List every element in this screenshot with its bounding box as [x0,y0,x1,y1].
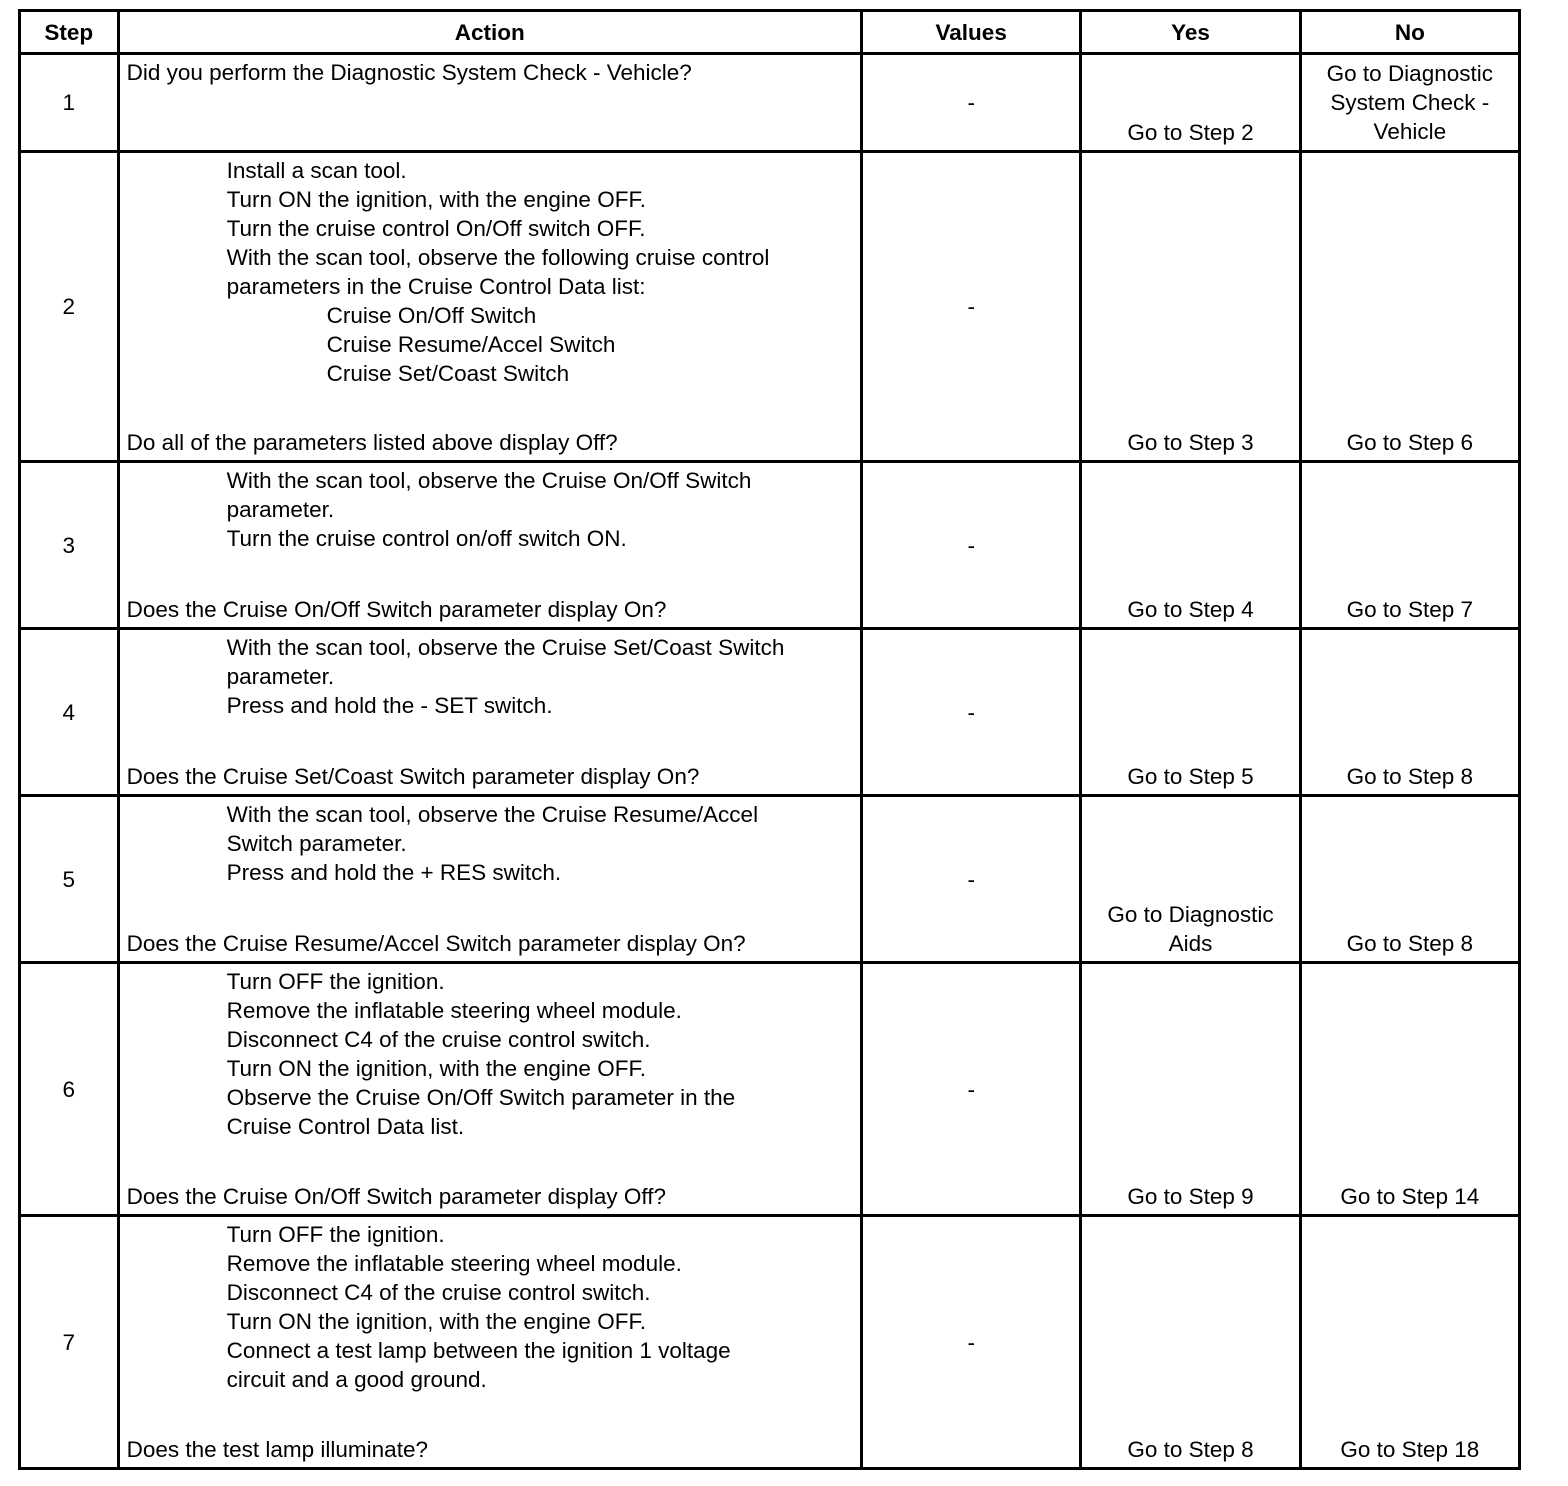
instruction-line: Turn ON the ignition, with the engine OFF. [226,1056,646,1081]
yes-line: Go to Diagnostic [1107,902,1274,927]
action-spacer [127,1394,852,1435]
action-cell [118,963,861,1216]
instruction-line: Turn OFF the ignition. [226,1222,445,1247]
action-cell [118,629,861,796]
no-cell [1300,152,1519,462]
instruction-line: parameters in the Cruise Control Data list: [226,274,646,299]
instruction-line: circuit and a good ground. [226,1367,487,1392]
no-line: Go to Step 8 [1346,931,1473,956]
action-spacer [127,720,852,762]
instruction-line: parameter. [226,664,335,689]
action-content [127,800,852,958]
action-cell [118,462,861,629]
instruction-line: Remove the inflatable steering wheel module. [226,1251,682,1276]
instruction-line: Observe the Cruise On/Off Switch parameter in the [226,1085,736,1110]
yes-cell [1081,54,1300,152]
instruction-line: Remove the inflatable steering wheel module. [226,998,682,1023]
action-instructions [127,156,852,388]
yes-line: Go to Step 4 [1127,597,1254,622]
table-row [20,796,1520,963]
no-line: Go to Step 14 [1340,1184,1480,1209]
step-number-cell: 7 [20,1216,119,1469]
instruction-line: Connect a test lamp between the ignition 1 voltage [226,1338,731,1363]
instruction-line: Switch parameter. [226,831,407,856]
step-number-cell: 6 [20,963,119,1216]
yes-line: Go to Step 8 [1127,1437,1254,1462]
no-line: System Check - [1330,90,1490,115]
table-row [20,963,1520,1216]
yes-line: Go to Step 5 [1127,764,1254,789]
instruction-line: Turn the cruise control on/off switch ON. [226,526,627,551]
parameter-list [227,301,852,388]
action-instructions [127,800,852,887]
action-question: Did you perform the Diagnostic System Check - Vehicle? [126,60,692,85]
yes-cell [1081,152,1300,462]
action-content [127,466,852,624]
instruction-line: Turn OFF the ignition. [226,969,445,994]
table-row [20,462,1520,629]
instruction-line: Cruise Control Data list. [226,1114,465,1139]
table-row [20,1216,1520,1469]
no-cell [1300,462,1519,629]
action-content [127,967,852,1211]
no-line: Go to Step 18 [1340,1437,1480,1462]
instruction-line: With the scan tool, observe the following cruise control [226,245,770,270]
action-spacer [127,1141,852,1182]
yes-cell [1081,1216,1300,1469]
action-question: Does the Cruise On/Off Switch parameter display On? [126,597,667,622]
action-instructions [127,466,852,553]
yes-cell [1081,796,1300,963]
parameter-item: Cruise Set/Coast Switch [326,361,570,386]
parameter-item: Cruise Resume/Accel Switch [326,332,616,357]
action-question: Does the Cruise Set/Coast Switch parameter display On? [126,764,700,789]
action-spacer [127,887,852,929]
table-row [20,629,1520,796]
action-cell [118,152,861,462]
action-question: Do all of the parameters listed above display Off? [126,430,618,455]
no-line: Go to Diagnostic [1326,61,1493,86]
step-number-cell: 1 [20,54,119,152]
action-spacer [127,553,852,595]
no-cell [1300,1216,1519,1469]
action-content [127,58,852,147]
header-step: Step [20,11,119,54]
table-row [20,152,1520,462]
instruction-line: Disconnect C4 of the cruise control switch. [226,1027,651,1052]
step-number-cell: 2 [20,152,119,462]
step-number-cell: 5 [20,796,119,963]
no-cell [1300,963,1519,1216]
instruction-line: Disconnect C4 of the cruise control switch. [226,1280,651,1305]
table-row [20,54,1520,152]
action-content [127,156,852,457]
values-cell: - [862,1216,1081,1469]
diagnostic-table [18,9,1521,1470]
yes-line: Aids [1168,931,1213,956]
instruction-line: Press and hold the + RES switch. [226,860,562,885]
instruction-line: Turn ON the ignition, with the engine OFF. [226,187,646,212]
action-cell [118,796,861,963]
yes-line: Go to Step 9 [1127,1184,1254,1209]
instruction-line: With the scan tool, observe the Cruise Resume/Accel [226,802,759,827]
action-cell [118,1216,861,1469]
action-question: Does the test lamp illuminate? [126,1437,428,1462]
action-instructions [127,967,852,1141]
yes-cell [1081,462,1300,629]
action-question: Does the Cruise On/Off Switch parameter display Off? [126,1184,666,1209]
values-cell: - [862,462,1081,629]
yes-cell [1081,963,1300,1216]
header-yes: Yes [1081,11,1300,54]
no-line: Go to Step 8 [1346,764,1473,789]
instruction-line: Install a scan tool. [226,158,407,183]
no-line: Go to Step 7 [1346,597,1473,622]
yes-line: Go to Step 3 [1127,430,1254,455]
parameter-item: Cruise On/Off Switch [326,303,537,328]
values-cell: - [862,629,1081,796]
no-cell [1300,54,1519,152]
no-cell [1300,629,1519,796]
action-content [127,633,852,791]
step-number-cell: 4 [20,629,119,796]
instruction-line: With the scan tool, observe the Cruise On/Off Switch [226,468,752,493]
values-cell: - [862,54,1081,152]
no-line: Go to Step 6 [1346,430,1473,455]
values-cell: - [862,963,1081,1216]
header-action: Action [118,11,861,54]
action-instructions [127,633,852,720]
instruction-line: Turn ON the ignition, with the engine OFF. [226,1309,646,1334]
header-no: No [1300,11,1519,54]
action-instructions [127,1220,852,1394]
header-values: Values [862,11,1081,54]
instruction-line: Press and hold the - SET switch. [226,693,553,718]
no-line: Vehicle [1373,119,1447,144]
yes-cell [1081,629,1300,796]
step-number-cell: 3 [20,462,119,629]
instruction-line: Turn the cruise control On/Off switch OFF. [226,216,646,241]
instruction-line: parameter. [226,497,335,522]
values-cell: - [862,796,1081,963]
instruction-line: With the scan tool, observe the Cruise Set/Coast Switch [226,635,785,660]
header-row [20,11,1520,54]
no-cell [1300,796,1519,963]
action-cell [118,54,861,152]
action-content [127,1220,852,1464]
action-question: Does the Cruise Resume/Accel Switch parameter display On? [126,931,746,956]
action-spacer [127,388,852,428]
yes-line: Go to Step 2 [1127,120,1254,145]
values-cell: - [862,152,1081,462]
